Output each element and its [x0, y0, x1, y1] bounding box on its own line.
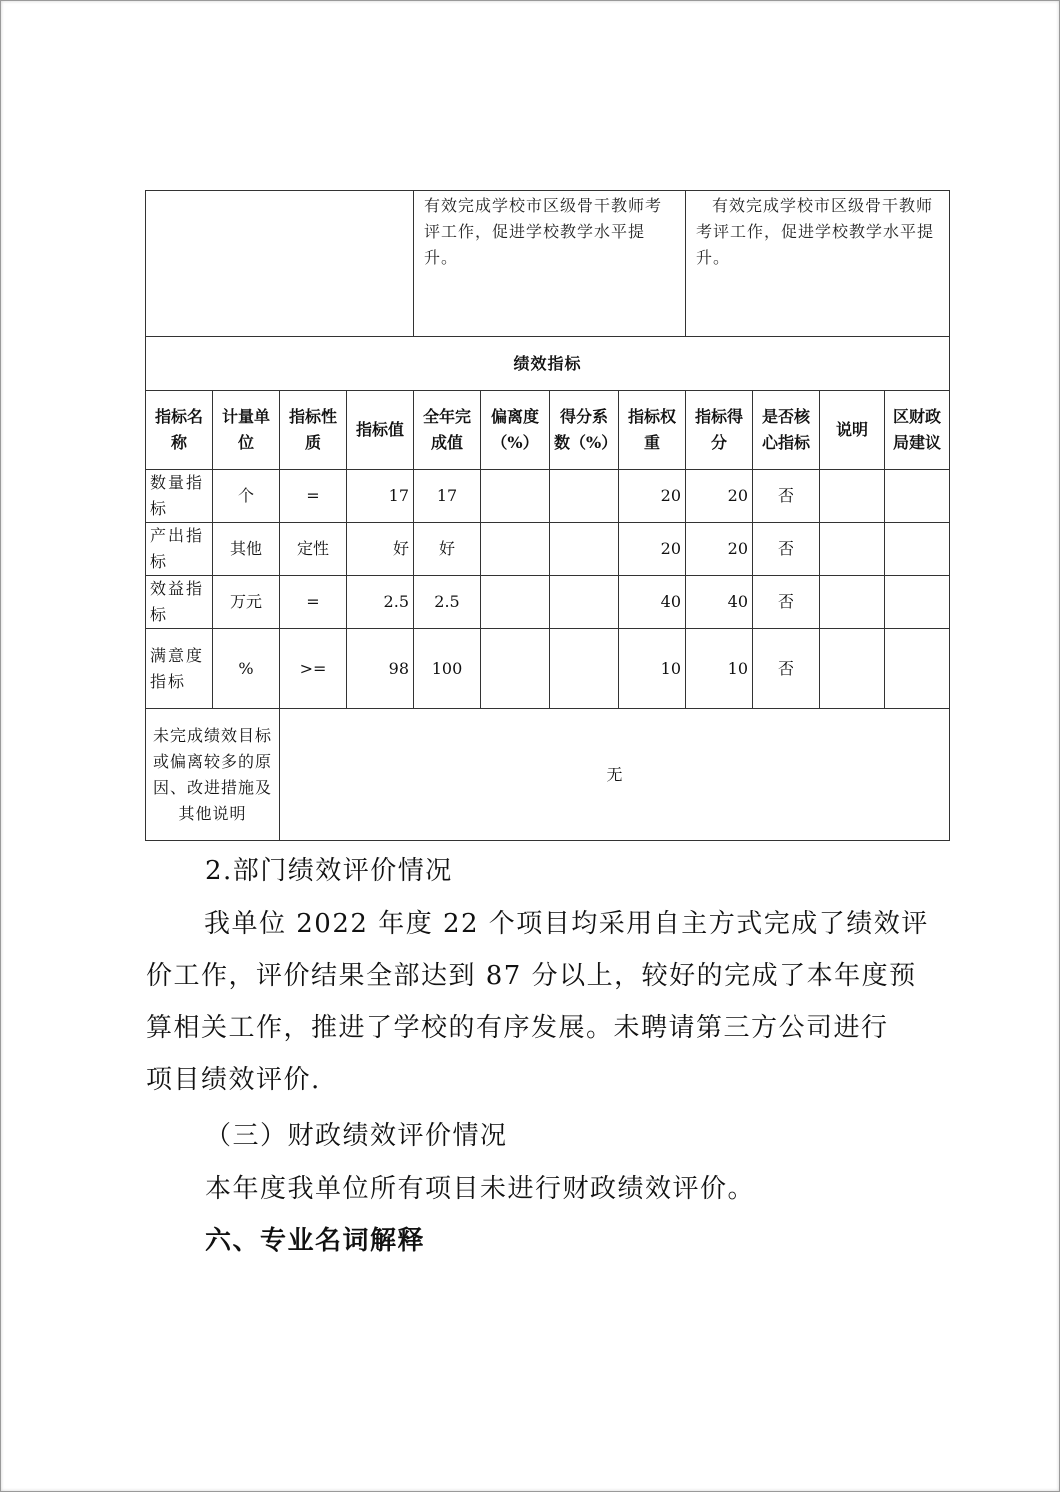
- core-cell: 否: [753, 523, 820, 576]
- weight-cell: 10: [619, 629, 686, 709]
- indicator-name: 效益指标: [146, 576, 213, 629]
- heading-dept-evaluation: 2.部门绩效评价情况: [205, 856, 453, 886]
- actual-cell: 好: [414, 523, 481, 576]
- section-title: 绩效指标: [146, 337, 950, 391]
- section-title-row: [146, 337, 950, 391]
- actual-cell: 100: [414, 629, 481, 709]
- goal-row: [146, 191, 950, 337]
- advice-cell: [885, 629, 950, 709]
- value-cell: 98: [347, 629, 414, 709]
- indicator-name: 数量指标: [146, 470, 213, 523]
- header-cell: 得分系数（%）: [550, 391, 619, 470]
- header-cell: 是否核心指标: [753, 391, 820, 470]
- heading-finance-evaluation: （三）财政绩效评价情况: [205, 1121, 508, 1151]
- note-cell: [820, 523, 885, 576]
- goal-empty-cell: [146, 191, 414, 337]
- coef-cell: [550, 576, 619, 629]
- unit-cell: 万元: [213, 576, 280, 629]
- coef-cell: [550, 629, 619, 709]
- score-cell: 10: [686, 629, 753, 709]
- paragraph-line: 项目绩效评价.: [146, 1065, 321, 1095]
- score-cell: 40: [686, 576, 753, 629]
- header-row: [146, 391, 950, 470]
- indicator-name: 产出指标: [146, 523, 213, 576]
- heading-glossary: 六、专业名词解释: [205, 1226, 426, 1256]
- deviation-cell: [481, 629, 550, 709]
- indicator-name: 满意度指标: [146, 629, 213, 709]
- deviation-cell: [481, 576, 550, 629]
- actual-cell: 2.5: [414, 576, 481, 629]
- paragraph-line: 价工作，评价结果全部达到 87 分以上，较好的完成了本年度预: [146, 961, 917, 991]
- note-row: [146, 709, 950, 841]
- header-cell: 偏离度（%）: [481, 391, 550, 470]
- value-cell: 17: [347, 470, 414, 523]
- paragraph-dept-evaluation: [146, 898, 936, 1106]
- table-row: [146, 470, 950, 523]
- coef-cell: [550, 523, 619, 576]
- advice-cell: [885, 523, 950, 576]
- paragraph-line: 我单位 2022 年度 22 个项目均采用自主方式完成了绩效评: [204, 909, 929, 939]
- paragraph-finance-evaluation: 本年度我单位所有项目未进行财政绩效评价。: [205, 1174, 756, 1204]
- unit-cell: 其他: [213, 523, 280, 576]
- header-cell: 指标得分: [686, 391, 753, 470]
- header-cell: 计量单位: [213, 391, 280, 470]
- goal-planned-cell: 有效完成学校市区级骨干教师考评工作，促进学校教学水平提升。: [414, 191, 686, 337]
- core-cell: 否: [753, 470, 820, 523]
- table-row: [146, 576, 950, 629]
- paragraph-line: 算相关工作，推进了学校的有序发展。未聘请第三方公司进行: [146, 1013, 889, 1043]
- header-cell: 指标性质: [280, 391, 347, 470]
- note-cell: [820, 629, 885, 709]
- actual-cell: 17: [414, 470, 481, 523]
- score-cell: 20: [686, 470, 753, 523]
- header-cell: 区财政局建议: [885, 391, 950, 470]
- weight-cell: 20: [619, 470, 686, 523]
- note-cell: [820, 470, 885, 523]
- nature-cell: >=: [280, 629, 347, 709]
- advice-cell: [885, 576, 950, 629]
- header-cell: 指标权重: [619, 391, 686, 470]
- nature-cell: 定性: [280, 523, 347, 576]
- note-label: 未完成绩效目标或偏离较多的原因、改进措施及其他说明: [146, 709, 280, 841]
- coef-cell: [550, 470, 619, 523]
- core-cell: 否: [753, 576, 820, 629]
- header-cell: 指标名称: [146, 391, 213, 470]
- nature-cell: =: [280, 470, 347, 523]
- unit-cell: %: [213, 629, 280, 709]
- goal-actual-cell: 有效完成学校市区级骨干教师考评工作，促进学校教学水平提升。: [686, 191, 950, 337]
- unit-cell: 个: [213, 470, 280, 523]
- header-cell: 全年完成值: [414, 391, 481, 470]
- value-cell: 2.5: [347, 576, 414, 629]
- value-cell: 好: [347, 523, 414, 576]
- deviation-cell: [481, 470, 550, 523]
- score-cell: 20: [686, 523, 753, 576]
- header-cell: 指标值: [347, 391, 414, 470]
- weight-cell: 40: [619, 576, 686, 629]
- note-value: 无: [280, 709, 950, 841]
- weight-cell: 20: [619, 523, 686, 576]
- performance-table: [145, 190, 950, 841]
- table-row: [146, 523, 950, 576]
- table-row: [146, 629, 950, 709]
- header-cell: 说明: [820, 391, 885, 470]
- note-cell: [820, 576, 885, 629]
- deviation-cell: [481, 523, 550, 576]
- core-cell: 否: [753, 629, 820, 709]
- advice-cell: [885, 470, 950, 523]
- nature-cell: =: [280, 576, 347, 629]
